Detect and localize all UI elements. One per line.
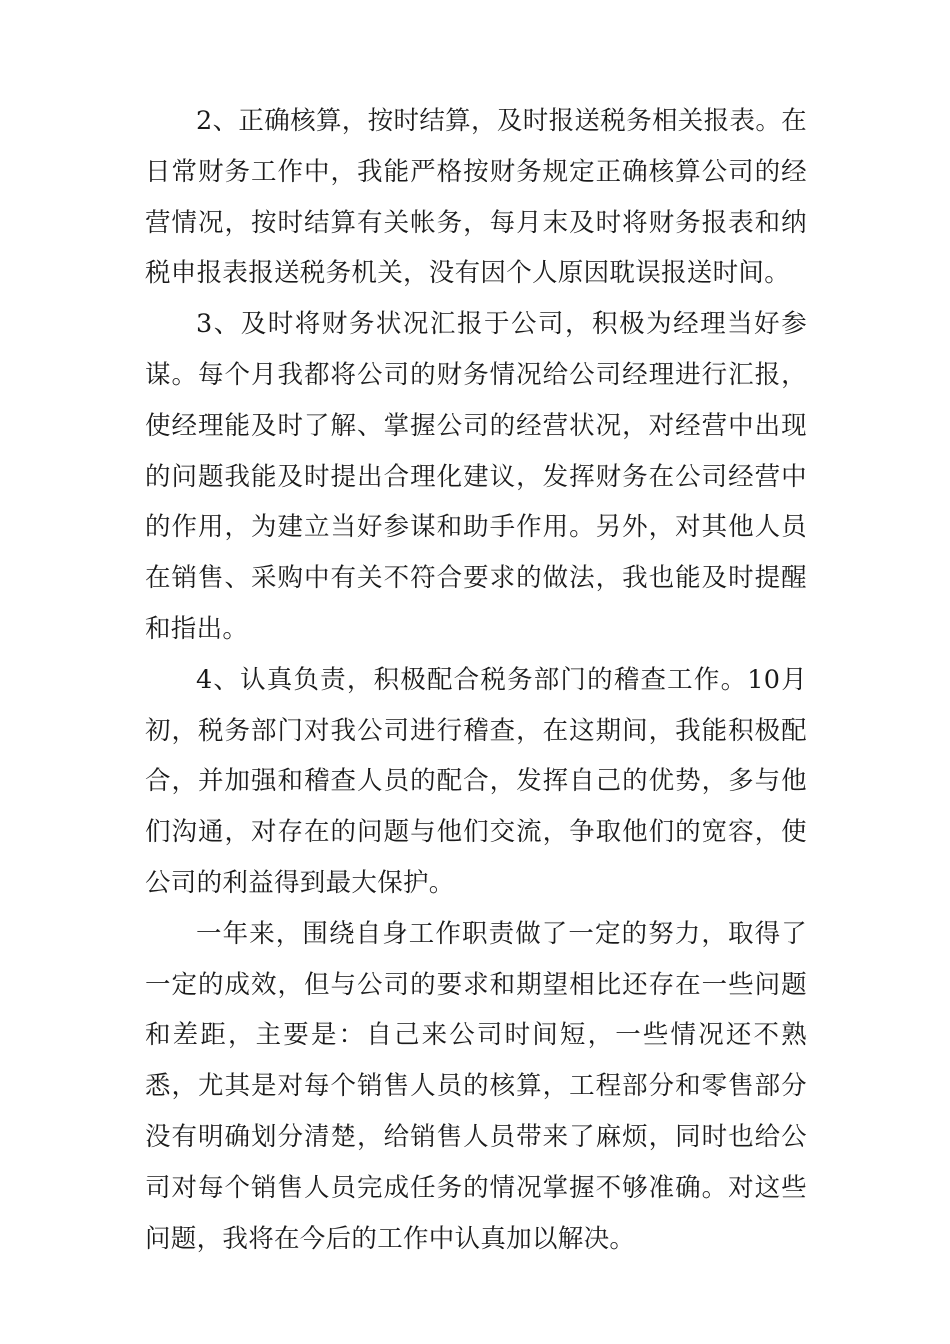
- document-body: [145, 96, 807, 1264]
- paragraph-item-4: 4、认真负责，积极配合税务部门的稽查工作。10月初，税务部门对我公司进行稽查，在这期间，我能积极配合，并加强和稽查人员的配合，发挥自己的优势，多与他们沟通，对存在的问题与他们交流，争取他们的宽容，使公司的利益得到最大保护。: [145, 664, 807, 898]
- paragraph-item-3: 3、及时将财务状况汇报于公司，积极为经理当好参谋。每个月我都将公司的财务情况给公司经理进行汇报，使经理能及时了解、掌握公司的经营状况，对经营中出现的问题我能及时提出合理化建议，发挥财务在公司经营中的作用，为建立当好参谋和助手作用。另外，对其他人员在销售、采购中有关不符合要求的做法，我也能及时提醒和指出。: [145, 309, 807, 644]
- paragraph-summary: 一年来，围绕自身工作职责做了一定的努力，取得了一定的成效，但与公司的要求和期望相比还存在一些问题和差距，主要是：自己来公司时间短，一些情况还不熟悉，尤其是对每个销售人员的核算，工程部分和零售部分没有明确划分清楚，给销售人员带来了麻烦，同时也给公司对每个销售人员完成任务的情况掌握不够准确。对这些问题，我将在今后的工作中认真加以解决。: [145, 918, 807, 1254]
- paragraph-item-2: 2、正确核算，按时结算，及时报送税务相关报表。在日常财务工作中，我能严格按财务规定正确核算公司的经营情况，按时结算有关帐务，每月末及时将财务报表和纳税申报表报送税务机关，没有因个人原因耽误报送时间。: [145, 106, 807, 289]
